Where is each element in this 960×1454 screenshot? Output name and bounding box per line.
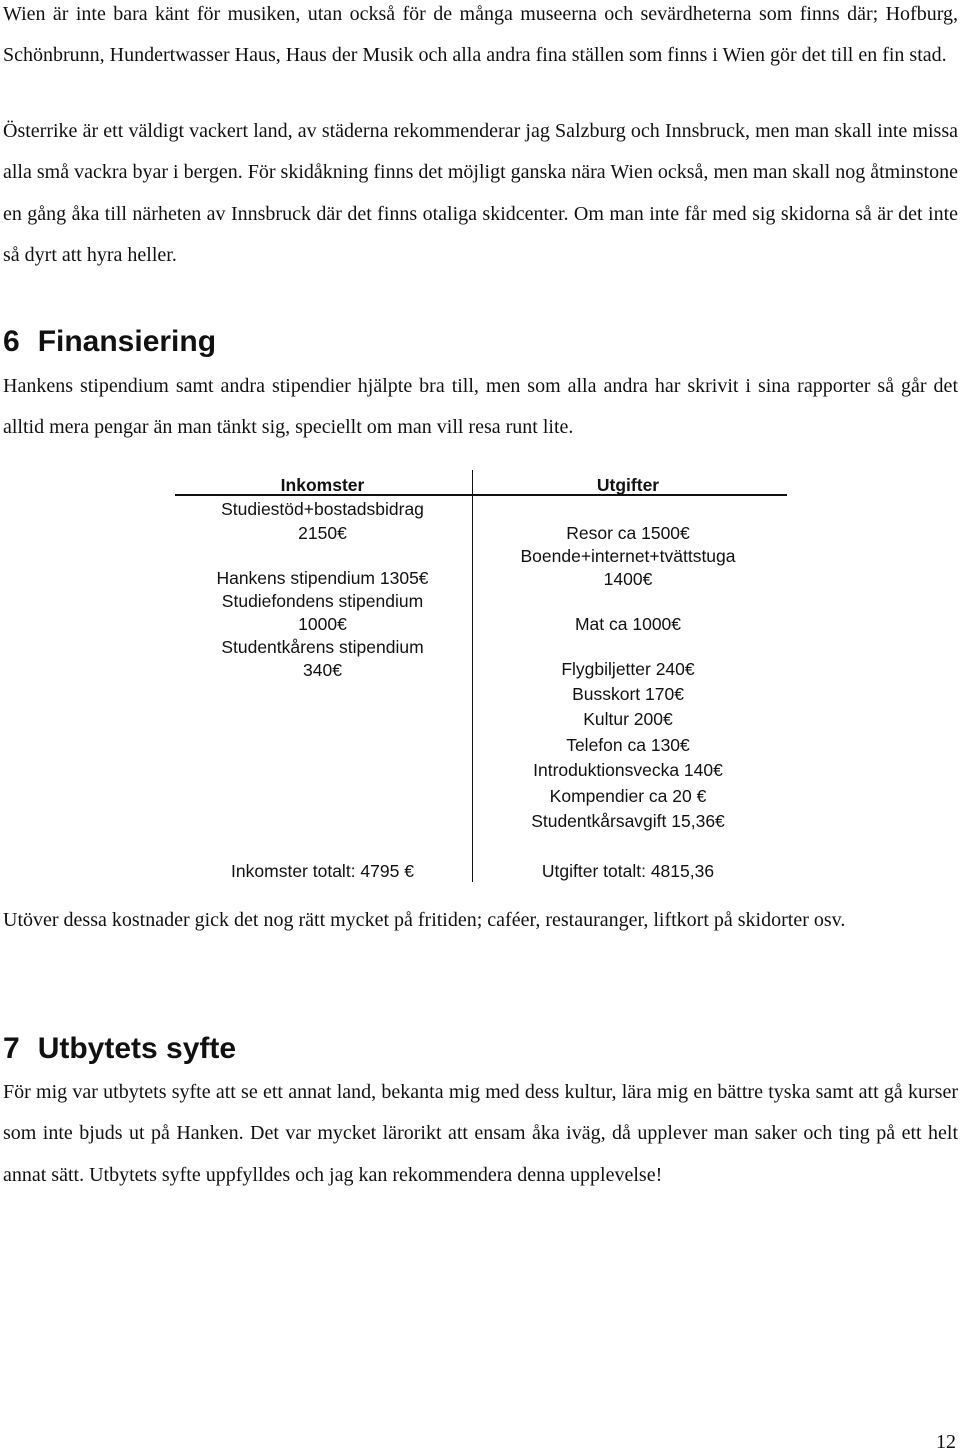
expense-line: Resor ca 1500€ xyxy=(566,523,690,543)
expense-line: Kompendier ca 20 € xyxy=(549,786,707,806)
expense-line: Studentkårsavgift 15,36€ xyxy=(531,811,725,831)
income-line: 1000€ xyxy=(298,614,347,634)
income-line: Studiefondens stipendium xyxy=(221,591,424,611)
expense-line: Busskort 170€ xyxy=(572,684,684,704)
income-header: Inkomster xyxy=(280,475,365,495)
income-line: Hankens stipendium 1305€ xyxy=(216,568,429,588)
paragraph-vienna-sights: Wien är inte bara känt för musiken, utan också för de många museerna och sevärdheterna som finns där; Hofburg, Schönbrunn, Hundertwasser Haus, Haus der Musik och alla andra fina ställen som finns i Wien gör det till en fin stad. xyxy=(3,3,958,67)
section-7-title: Utbytets syfte xyxy=(37,1032,237,1065)
section-6-title: Finansiering xyxy=(37,325,217,358)
income-total: Inkomster totalt: 4795 € xyxy=(231,861,414,881)
income-line: Studiestöd+bostadsbidrag xyxy=(221,499,424,519)
paragraph-extra-costs: Utöver dessa kostnader gick det nog rätt mycket på fritiden; caféer, restauranger, liftkort på skidorter osv. xyxy=(3,909,846,931)
expense-line: Kultur 200€ xyxy=(583,709,673,729)
expense-line: Mat ca 1000€ xyxy=(574,614,682,634)
expense-line: Telefon ca 130€ xyxy=(566,735,690,755)
section-7-heading xyxy=(3,1031,236,1067)
paragraph-austria-travel: Österrike är ett väldigt vackert land, av städerna rekommenderar jag Salzburg och Innsbruck, men man skall inte missa alla små vackra byar i bergen. För skidåkning finns det möjligt ganska nära Wien också, men man skall nog åtminstone en gång åka till närheten av Innsbruck där det finns otaliga skidcenter. Om man inte får med sig skidorna så är det inte så dyrt att hyra heller. xyxy=(3,120,958,266)
paragraph-exchange-purpose: För mig var utbytets syfte att se ett annat land, bekanta mig med dess kultur, lära mig en bättre tyska samt att gå kurser som inte bjuds ut på Hanken. Det var mycket lärorikt att ensam åka iväg, då upplever man saker och ting på ett helt annat sätt. Utbytets syfte uppfylldes och jag kan rekommendera denna upplevelse! xyxy=(3,1081,958,1186)
expense-line: Introduktionsvecka 140€ xyxy=(533,760,723,780)
income-line: 2150€ xyxy=(298,523,347,543)
income-line: 340€ xyxy=(303,660,342,680)
budget-table xyxy=(175,470,787,882)
expense-header: Utgifter xyxy=(596,475,660,495)
section-7-number: 7 xyxy=(3,1032,20,1065)
expense-total: Utgifter totalt: 4815,36 xyxy=(541,861,715,881)
income-line: Studentkårens stipendium xyxy=(221,637,424,657)
section-6-heading xyxy=(3,324,216,360)
page-number: 12 xyxy=(936,1431,956,1453)
header-rule-left xyxy=(175,494,472,496)
expense-line: 1400€ xyxy=(603,569,653,589)
section-6-number: 6 xyxy=(3,325,20,358)
expense-line: Boende+internet+tvättstuga xyxy=(520,546,736,566)
header-rule-right xyxy=(472,494,787,496)
expense-line: Flygbiljetter 240€ xyxy=(561,659,695,679)
paragraph-financing: Hankens stipendium samt andra stipendier hjälpte bra till, men som alla andra har skrivit i sina rapporter så går det alltid mera pengar än man tänkt sig, speciellt om man vill resa runt lite. xyxy=(3,375,958,439)
column-divider xyxy=(472,470,473,882)
